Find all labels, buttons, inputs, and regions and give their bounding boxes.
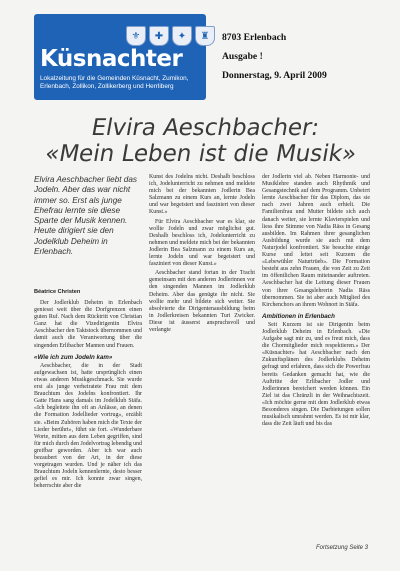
paragraph: Kunst des Jodelns nicht. Deshalb beschloss ich, Jodelunterricht zu nehmen und meldete mich bei der bekannten Jodlerin Bea Salzmann zu einem Kurs an, lernte Jodeln und war begeistert und fasziniert von dieser Kunst.» xyxy=(149,174,255,216)
issue-edition: Ausgabe ! xyxy=(222,51,263,62)
issue-date: Donnerstag, 9. April 2009 xyxy=(222,70,327,81)
continued-note: Fortsetzung Seite 3 xyxy=(315,545,368,551)
paragraph: der Jodlerin viel ab. Neben Harmonie- und Musiklehre standen auch Rhythmik und Gesangstechnik auf dem Programm. Unbeirrt lernte Aeschbacher für das Diplom, das sie nach zwei Jahren auch erhielt. Die Familienfrau und Mutter bildete sich auch danach weiter, sie lernte Klavierspielen und liess ihre Stimme von Nadia Räss in Gesang ausbilden. Im Rahmen ihrer gesanglichen Ausbildung wurde sie auch mit dem Naturjodel konfrontiert. Sie besuchte einige Kurse und leitet seit Kurzem die «Lebewühler Naturtrüeb». Die Formation besteht aus zehn Frauen, die von Zeit zu Zeit im öffentlichen Raum miteinander auftreten. Aeschbacher hat die Leitung dieser Frauen von ihrer Gesangslehrerin Nadia Räss übernommen. Sie ist aber auch Mitglied des Kirchenchors an ihrem Wohnort in Stäfa. xyxy=(262,174,370,308)
article-column-3 xyxy=(262,174,370,430)
crest-4-icon: ♜ xyxy=(195,26,215,46)
headline-line-2: «Mein Leben ist die Musik» xyxy=(42,141,359,167)
newspaper-title: Küsnachter xyxy=(40,46,183,72)
subheading: «Wie ich zum Jodeln kam» xyxy=(34,353,113,361)
crest-3-icon: ✦ xyxy=(172,26,192,46)
newspaper-tagline: Lokalzeitung für die Gemeinden Küsnacht, Zumikon, Erlenbach, Zollikon, Zollikerberg und Herrliberg xyxy=(40,75,189,90)
article-lead: Elvira Aeschbacher liebt das Jodeln. Aber das war nicht immer so. Erst als junge Ehefrau lernte sie diese Sparte der Musik kennen. Heute dirigiert sie den Jodelklub Deheim in Erlenbach. xyxy=(34,175,138,257)
article-column-1 xyxy=(34,300,142,492)
masthead xyxy=(34,14,210,100)
crest-row xyxy=(126,26,215,46)
paragraph: Seit Kurzem ist sie Dirigentin beim Jodlerklub Deheim in Erlenbach. «Die Aufgabe sagt mir zu, und es freut mich, dass die Chormitglieder mich respektieren.» Der «Küsnachter» hat Aeschbacher nach den Zukunftsplänen des Jodlerklubs Deheim gefragt und erfahren, dass sich die Powerfrau bereits Gedanken gemacht hat, wie die Auftritte der Erlibacher Jodler und Jodlerinnen bereichert werden können. Ein Ziel ist das Chränzli in der Weihnachtszeit. «Ich möchte gerne mit dem Jodlerklub etwas Besonderes singen. Die Darbietungen sollen musikalisch umrahmt werden. Es ist mir klar, dass die Zeit läuft und bis das xyxy=(262,321,370,428)
crest-1-icon: ⚜ xyxy=(126,26,146,46)
article-column-2 xyxy=(149,174,255,336)
headline-line-1: Elvira Aeschbacher: xyxy=(89,115,322,141)
paragraph: Für Elvira Aeschbacher war es klar, sie wollte Jodeln und zwar möglichst gut. Deshalb beschloss ich, Jodelunterricht zu nehmen und meldete mich bei der bekannten Jodlerin Bea Salzmann zu einem Kurs an, lernte Jodeln und war begeistert und fasziniert von dieser Kunst.» xyxy=(149,218,255,268)
issue-location: 8703 Erlenbach xyxy=(222,32,287,43)
subheading: Ambitionen in Erlenbach xyxy=(262,312,335,320)
paragraph: Aeschbacher stand fortan in der Tracht gemeinsam mit den anderen Jodlerinnen vor den singenden Mannen im Jodlerklub Deheim. Aber das genügte ihr nicht. Sie wollte mehr und bildete sich weiter. Sie absolvierte die Dirigentenausbildung beim in Jodlerkreisen bekannten Turi Zwicker. Diese ist äusserst anspruchsvoll und verlangte xyxy=(149,270,255,333)
author-credit: Béatrice Christen xyxy=(34,289,81,295)
crest-2-icon: ✚ xyxy=(149,26,169,46)
paragraph: Der Jodlerklub Deheim in Erlenbach geniesst weit über die Dorfgrenzen einen guten Ruf. Nach dem Rücktritt von Christian Ganz hat die Vizedirigentin Elvira Aeschbacher den Taktstock übernommen und damit auch die Verantwortung über die singenden Erlibacher Mannen und Frauen. xyxy=(34,300,142,349)
paragraph: Aeschbacher, die in der Stadt aufgewachsen ist, hatte ursprünglich einen etwas anderen Musikgeschmack. Sie wurde erst als junge verheiratete Frau mit dem Brauchtum des Jodelns konfrontiert. Ihr Gatte Hans sang damals im Jodelklub Stäfa. «Ich begleitete ihn oft an Anlässe, an denen die Formation Jodellieder vortrug», erzählt sie. «Beim Zuhören haben mich die Texte der Lieder berührt», führt sie fort. «Wunderbare Worte, mitten aus dem Leben gegriffen, sind für mich durch den Jodelvortrag lebendig und greifbar geworden. Aber ich war auch bezaubert von der Art, in der diese vorgetragen wurden. Und je näher ich das Brauchtum Jodeln kennenlernte, desto besser gefiel es mir. Ich konnte zwar singen, beherrschte aber die xyxy=(34,362,142,490)
article-headline xyxy=(23,115,382,167)
issue-info xyxy=(222,28,327,85)
